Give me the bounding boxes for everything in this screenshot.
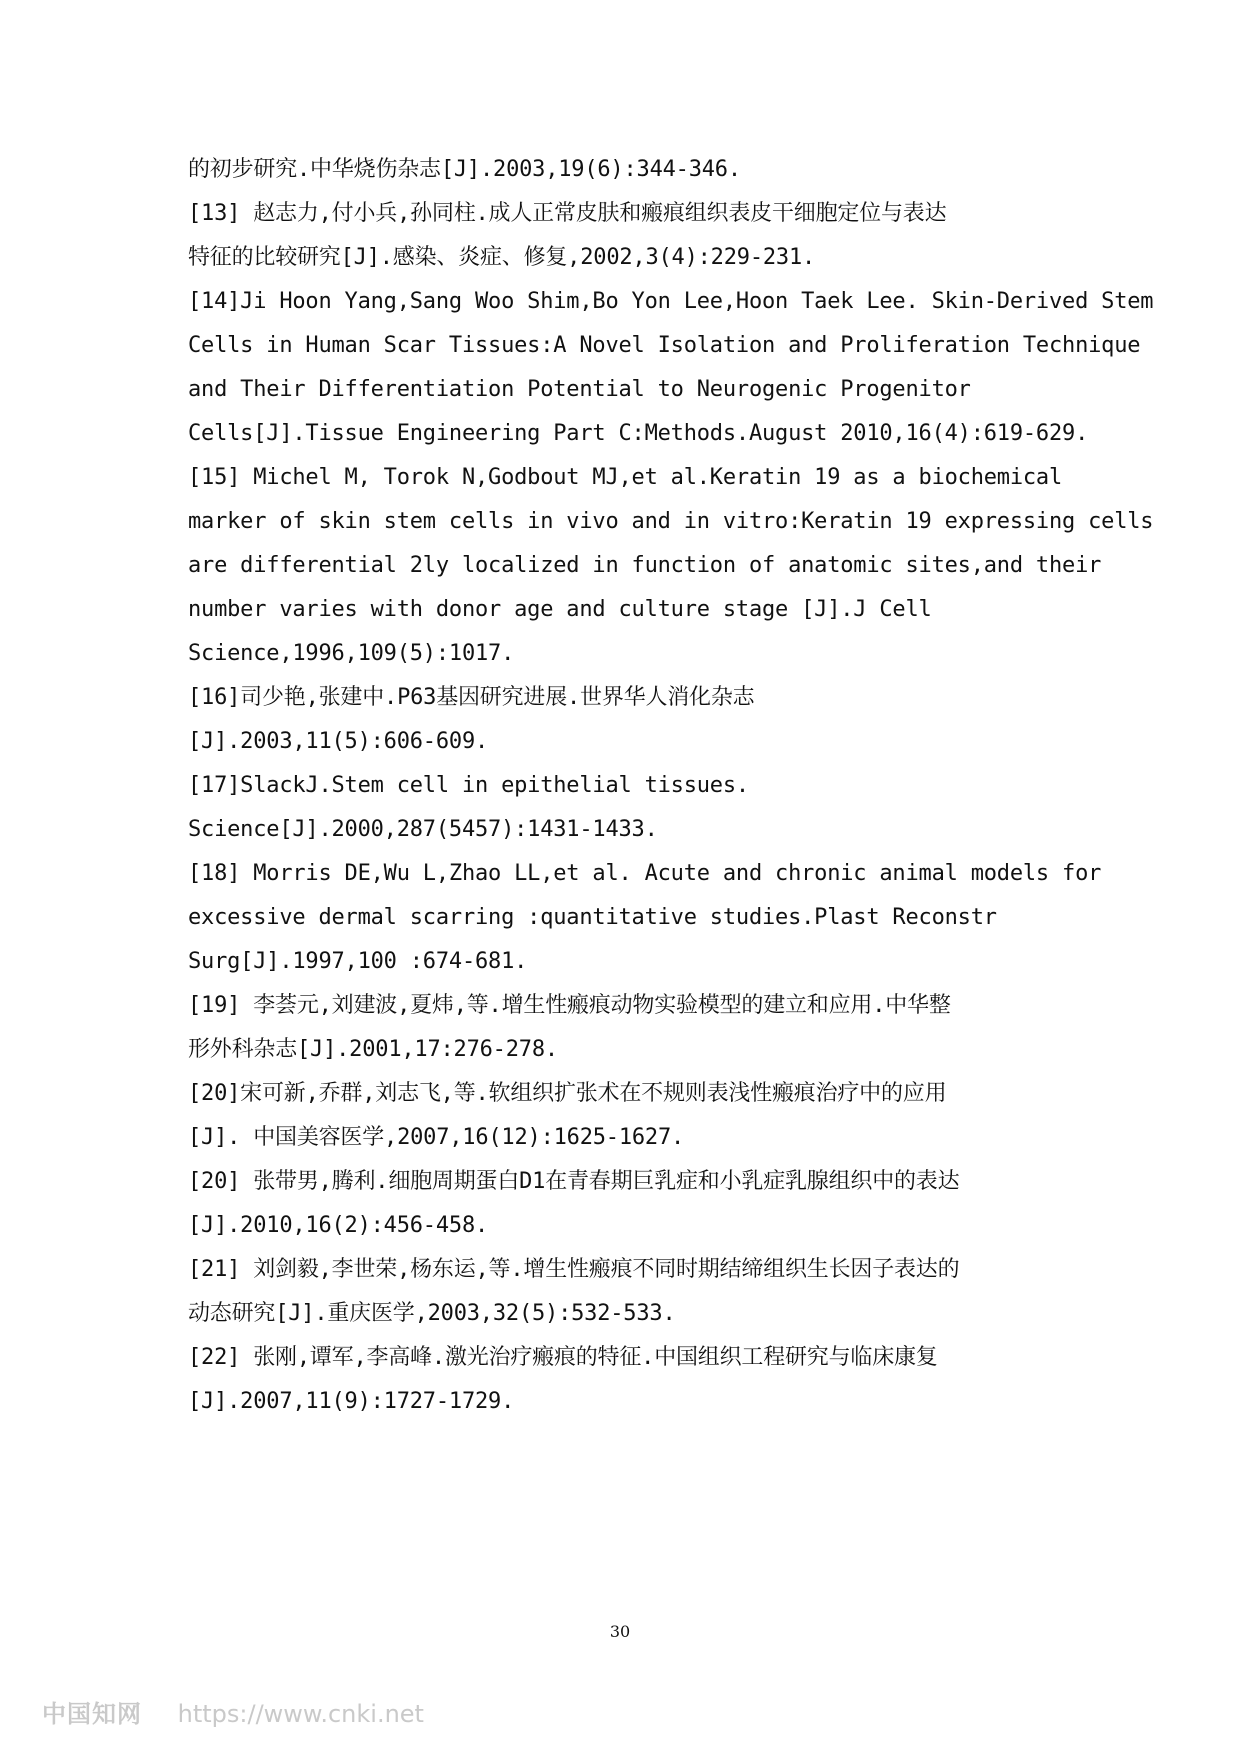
reference-line: [15] Michel M, Torok N,Godbout MJ,et al.Keratin 19 as a biochemical xyxy=(188,465,1063,490)
watermark-url: https://www.cnki.net xyxy=(177,1700,424,1728)
reference-line: Cells[J].Tissue Engineering Part C:Methods.August 2010,16(4):619-629. xyxy=(188,421,1089,446)
reference-line: [22] 张刚,谭军,李高峰.激光治疗瘢痕的特征.中国组织工程研究与临床康复 xyxy=(188,1345,938,1370)
reference-line: [J].2003,11(5):606-609. xyxy=(188,729,489,754)
reference-line: [J].2010,16(2):456-458. xyxy=(188,1213,489,1238)
reference-line: are differential 2ly localized in function of anatomic sites,and their xyxy=(188,553,1102,578)
reference-line: [16]司少艳,张建中.P63基因研究进展.世界华人消化杂志 xyxy=(188,685,755,710)
watermark-logo: 中国知网 xyxy=(42,1700,142,1728)
reference-line: and Their Differentiation Potential to Neurogenic Progenitor xyxy=(188,377,971,402)
reference-line: [13] 赵志力,付小兵,孙同柱.成人正常皮肤和瘢痕组织表皮干细胞定位与表达 xyxy=(188,201,947,226)
reference-line: [20] 张带男,腾利.细胞周期蛋白D1在青春期巨乳症和小乳症乳腺组织中的表达 xyxy=(188,1169,960,1194)
reference-line: marker of skin stem cells in vivo and in vitro:Keratin 19 expressing cells xyxy=(188,509,1154,534)
reference-line: [19] 李荟元,刘建波,夏炜,等.增生性瘢痕动物实验模型的建立和应用.中华整 xyxy=(188,993,951,1018)
reference-line: Cells in Human Scar Tissues:A Novel Isolation and Proliferation Technique xyxy=(188,333,1141,358)
reference-line: 特征的比较研究[J].感染、炎症、修复,2002,3(4):229-231. xyxy=(188,245,816,270)
reference-line: excessive dermal scarring :quantitative studies.Plast Reconstr xyxy=(188,905,997,930)
reference-line: [14]Ji Hoon Yang,Sang Woo Shim,Bo Yon Lee,Hoon Taek Lee. Skin-Derived Stem xyxy=(188,289,1154,314)
reference-line: [17]SlackJ.Stem cell in epithelial tissues. xyxy=(188,773,749,798)
reference-line: Surg[J].1997,100 :674-681. xyxy=(188,949,528,974)
watermark xyxy=(42,1694,424,1729)
reference-line: Science[J].2000,287(5457):1431-1433. xyxy=(188,817,658,842)
reference-line: 动态研究[J].重庆医学,2003,32(5):532-533. xyxy=(188,1301,676,1326)
reference-line: [J].2007,11(9):1727-1729. xyxy=(188,1389,515,1414)
reference-line: 的初步研究.中华烧伤杂志[J].2003,19(6):344-346. xyxy=(188,157,741,182)
reference-line: [18] Morris DE,Wu L,Zhao LL,et al. Acute and chronic animal models for xyxy=(188,861,1102,886)
page-number: 30 xyxy=(609,1622,631,1641)
reference-line: number varies with donor age and culture stage [J].J Cell xyxy=(188,597,932,622)
reference-line: [21] 刘剑毅,李世荣,杨东运,等.增生性瘢痕不同时期结缔组织生长因子表达的 xyxy=(188,1257,960,1282)
reference-line: Science,1996,109(5):1017. xyxy=(188,641,515,666)
reference-line: 形外科杂志[J].2001,17:276-278. xyxy=(188,1037,558,1062)
reference-line: [20]宋可新,乔群,刘志飞,等.软组织扩张术在不规则表浅性瘢痕治疗中的应用 xyxy=(188,1081,947,1106)
reference-line: [J]. 中国美容医学,2007,16(12):1625-1627. xyxy=(188,1125,685,1150)
